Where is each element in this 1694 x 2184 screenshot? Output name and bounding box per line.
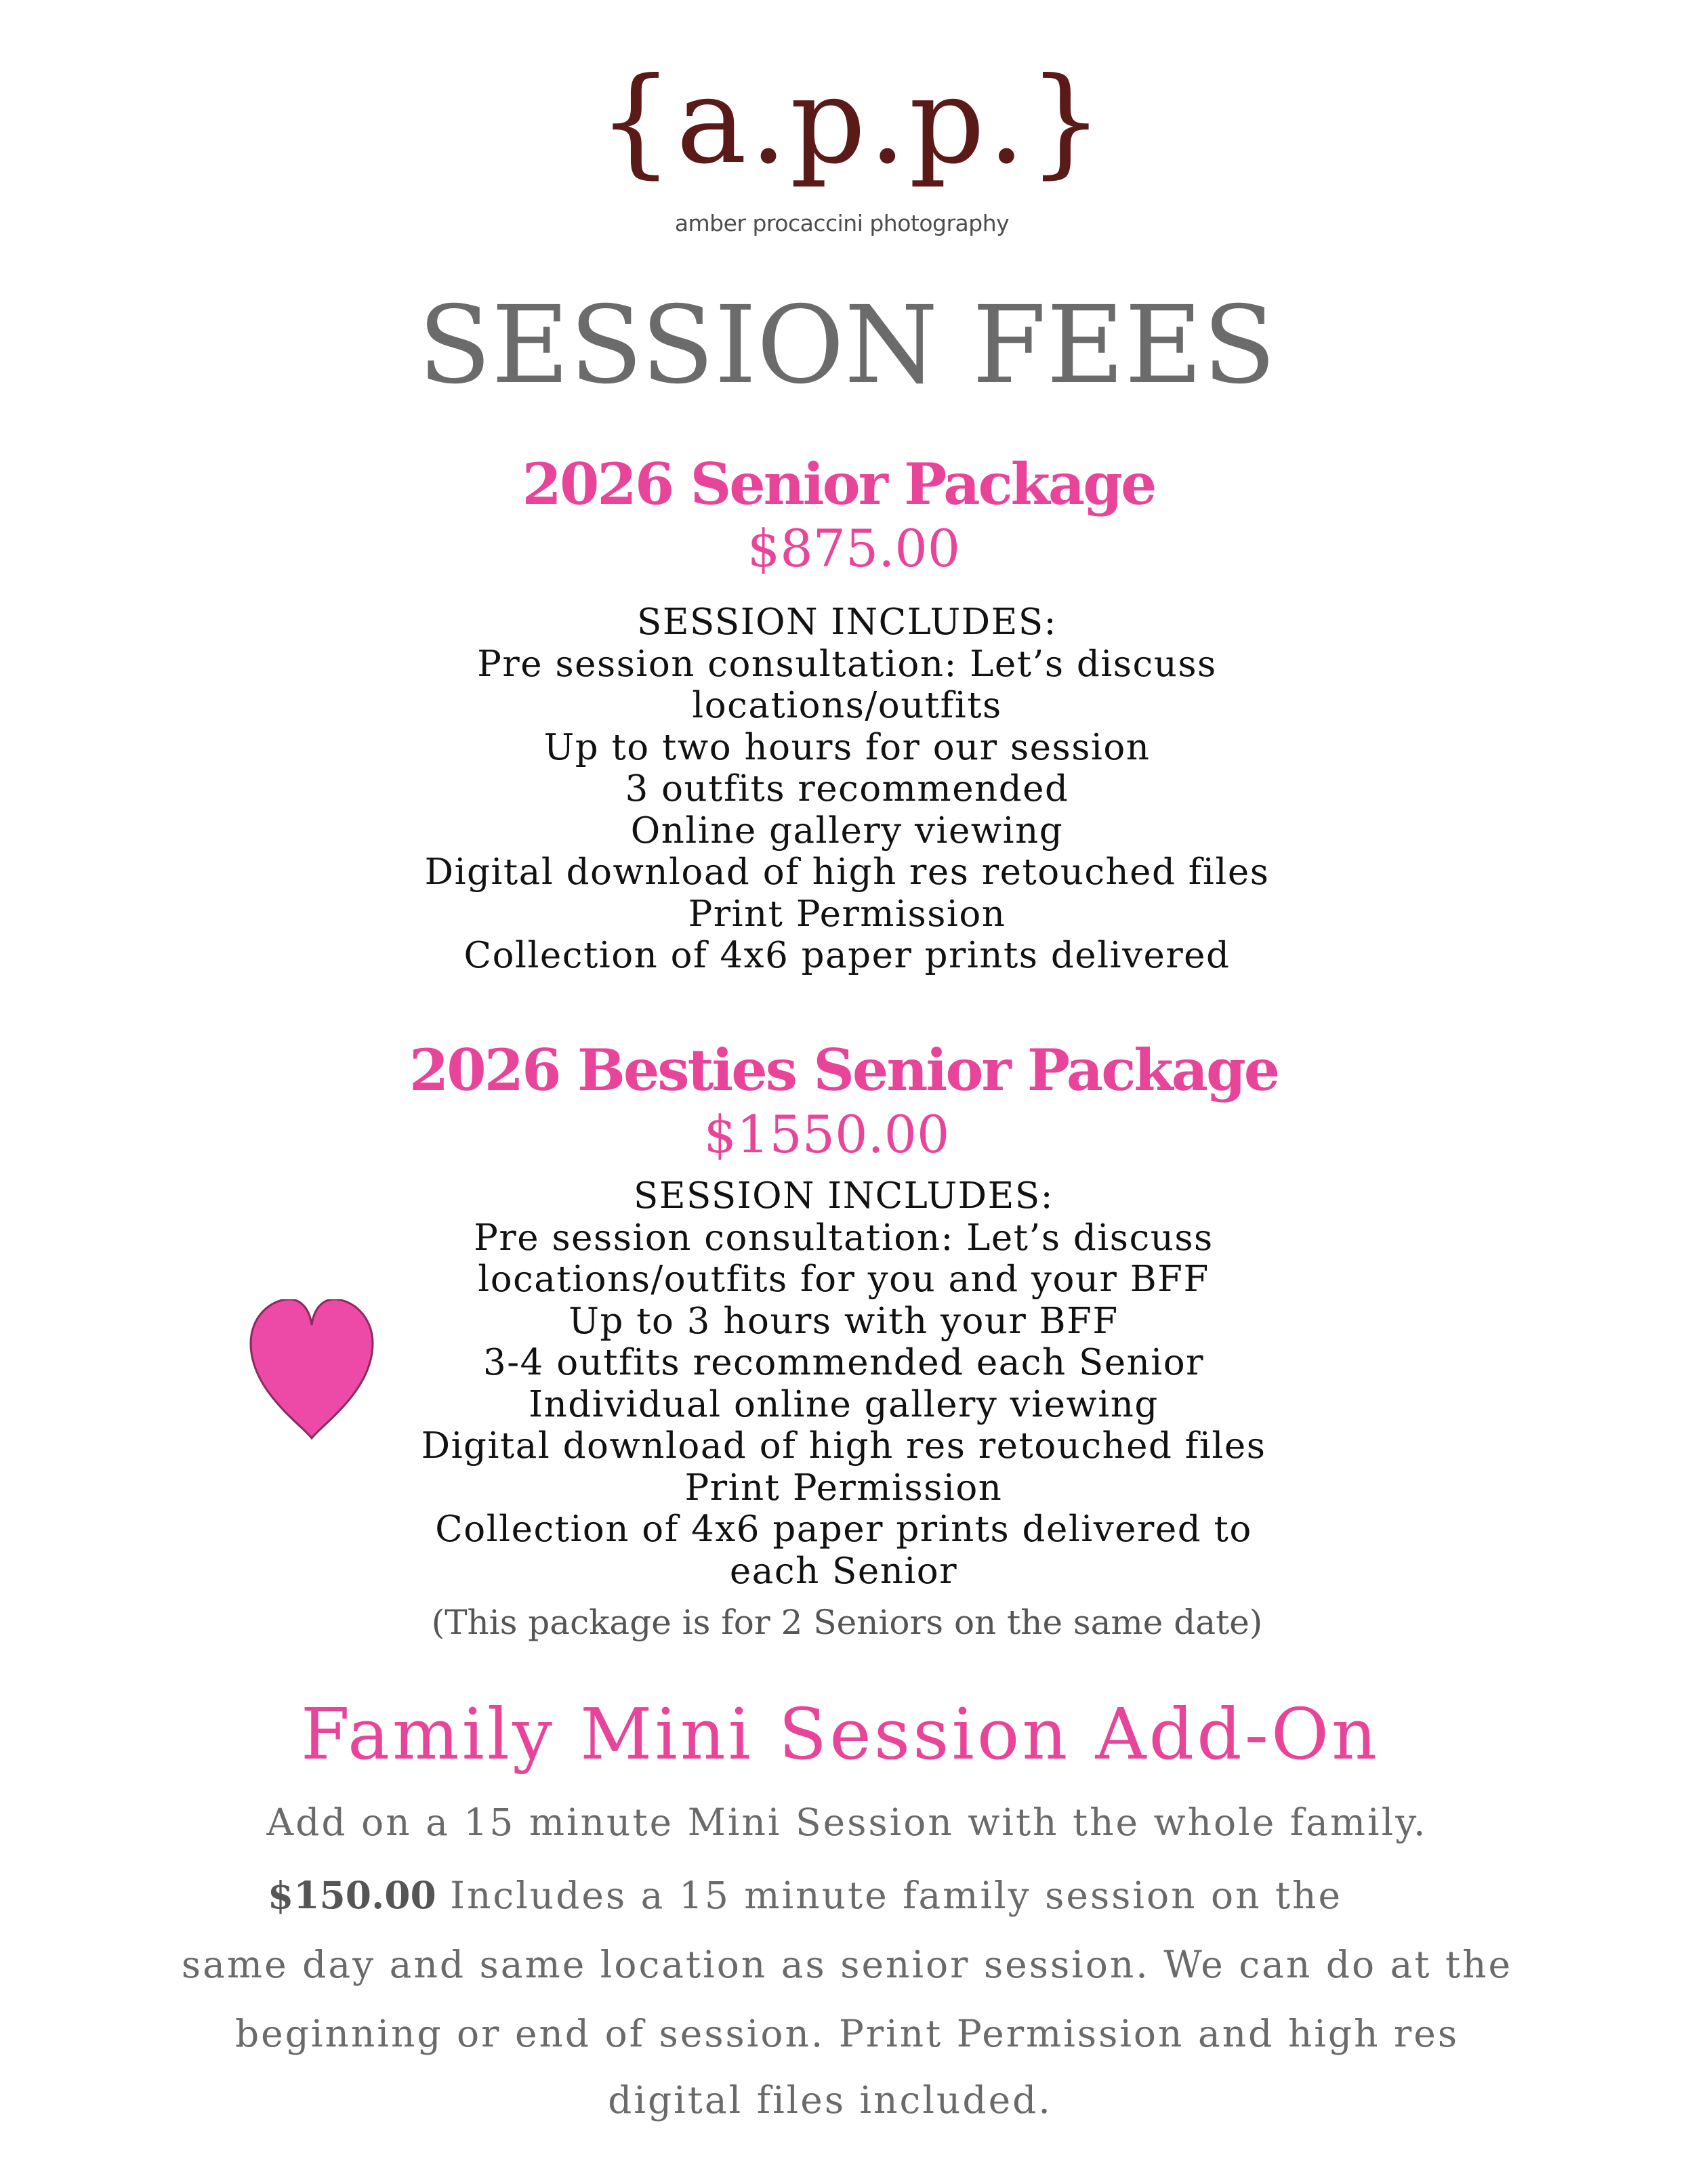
package-price: $875.00 (747, 518, 961, 579)
addon-line: Add on a 15 minute Mini Session with the whole family. (266, 1801, 1428, 1844)
brand-name: amber procaccini photography (674, 210, 1010, 236)
addon-line: same day and same location as senior session. We can do at the (181, 1943, 1513, 1986)
package-note: (This package is for 2 Seniors on the same date) (431, 1603, 1263, 1642)
includes-item: Up to two hours for our session (543, 726, 1151, 768)
includes-heading: SESSION INCLUDES: (634, 1175, 1054, 1217)
addon-line: Includes a 15 minute family session on the (450, 1874, 1343, 1917)
includes-item: 3-4 outfits recommended each Senior (483, 1342, 1204, 1383)
package-includes (0, 602, 1694, 977)
addon-title: Family Mini Session Add-On (300, 1693, 1380, 1776)
includes-item: Print Permission (684, 1467, 1003, 1509)
includes-item: Pre session consultation: Let’s discuss (474, 1217, 1214, 1259)
includes-item: locations/outfits for you and your BFF (478, 1259, 1210, 1300)
includes-item: Digital download of high res retouched files (424, 852, 1270, 893)
includes-item: Up to 3 hours with your BFF (569, 1300, 1119, 1342)
includes-item: locations/outfits (692, 685, 1002, 726)
addon-price: $150.00 (268, 1873, 436, 1917)
addon-price-line (268, 1875, 1342, 1916)
includes-heading: SESSION INCLUDES: (637, 602, 1057, 643)
package-title: 2026 Besties Senior Package (409, 1036, 1279, 1104)
includes-item: Collection of 4x6 paper prints delivered (463, 935, 1231, 976)
package-title: 2026 Senior Package (522, 450, 1155, 518)
package-price: $1550.00 (703, 1104, 950, 1164)
page-title: SESSION FEES (417, 283, 1277, 408)
includes-item: Online gallery viewing (630, 810, 1064, 852)
includes-item: Digital download of high res retouched files (421, 1425, 1266, 1467)
includes-item: Collection of 4x6 paper prints delivered to (435, 1509, 1252, 1550)
addon-line: beginning or end of session. Print Permission and high res (234, 2012, 1460, 2055)
heart-icon (247, 1299, 376, 1448)
includes-item: Print Permission (688, 893, 1006, 935)
addon-line: digital files included. (608, 2078, 1052, 2122)
includes-item: 3 outfits recommended (625, 768, 1069, 810)
includes-item: Pre session consultation: Let’s discuss (477, 643, 1217, 685)
includes-item: Individual online gallery viewing (529, 1383, 1159, 1425)
logo-mark: {a.p.p.} (598, 53, 1107, 190)
includes-item: each Senior (729, 1550, 958, 1592)
